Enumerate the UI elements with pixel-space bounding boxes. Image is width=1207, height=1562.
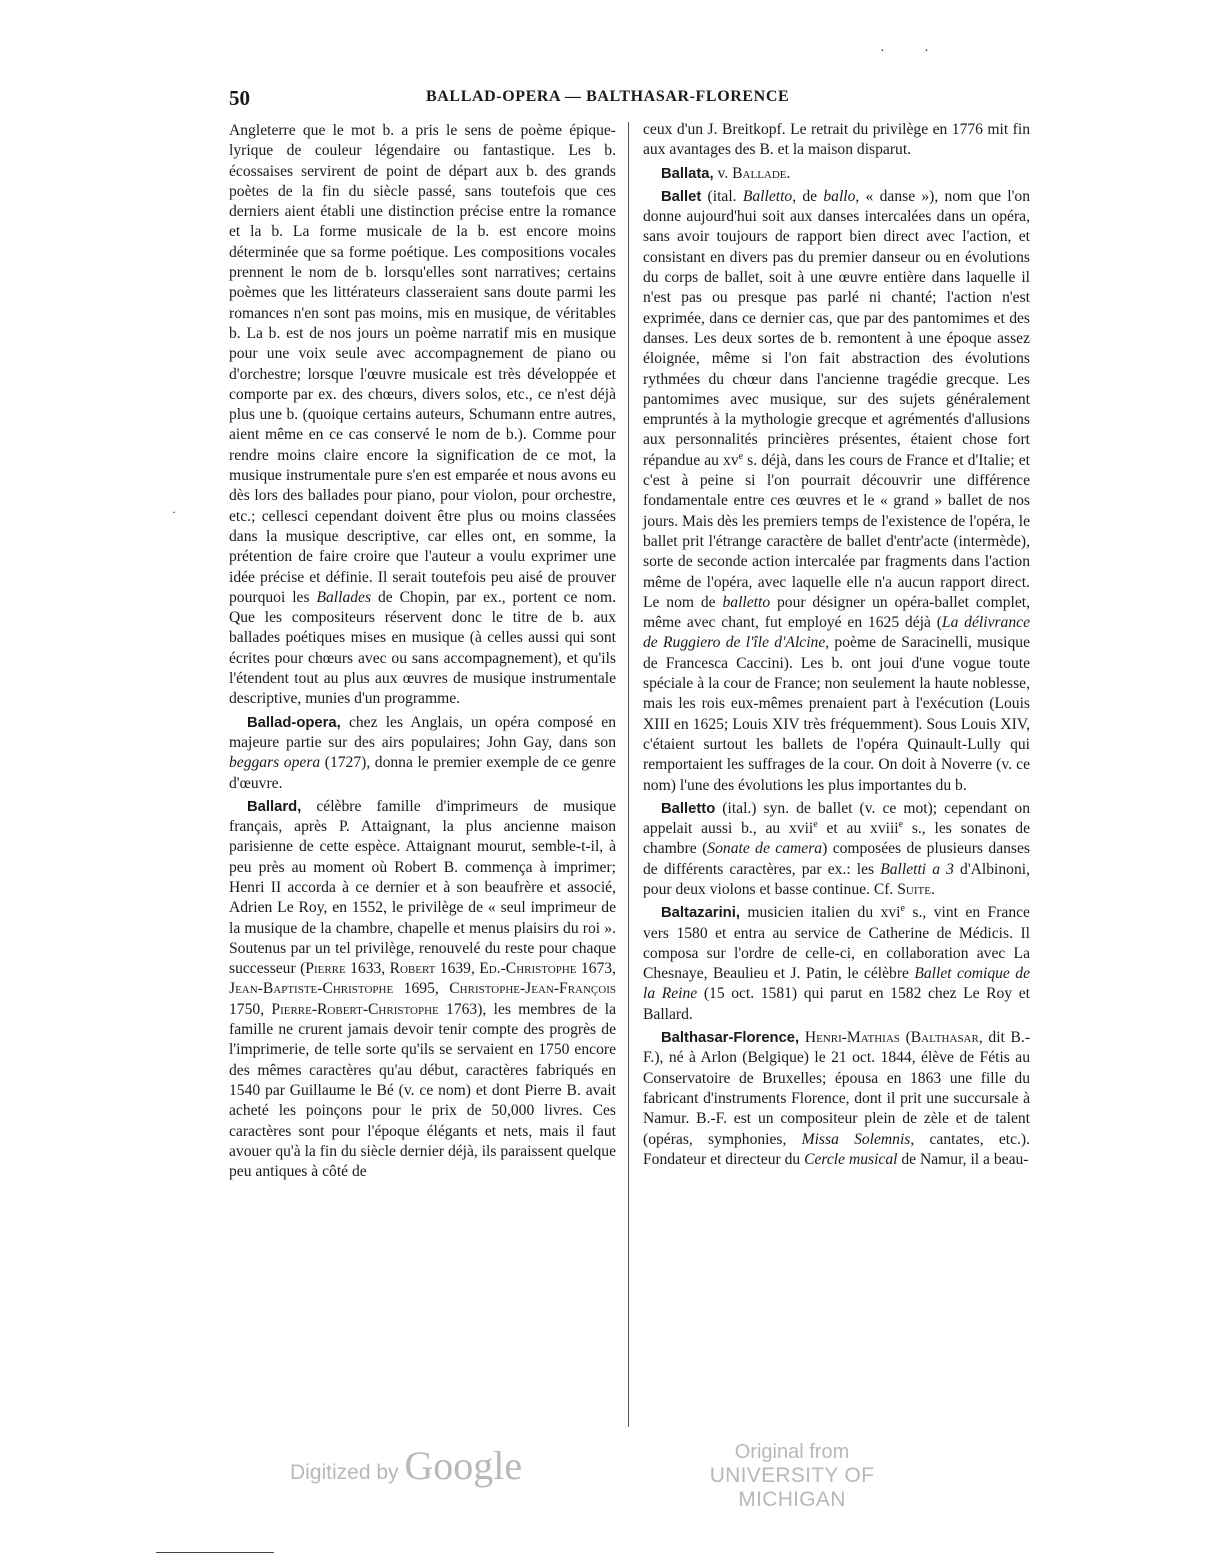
original-from-watermark — [667, 1441, 917, 1512]
text-run: , de — [792, 187, 824, 205]
entry-baltazarini — [643, 903, 1030, 1025]
google-logo-text: Google — [404, 1443, 523, 1488]
left-column — [229, 121, 616, 1185]
digitized-by-watermark — [290, 1442, 522, 1489]
italic-title: Cercle musical — [804, 1150, 898, 1168]
text-run: s., vint en France vers 1580 et entra au service de Catherine de Médicis. Il composa sur l'ordre de celle-ci, en collaboration avec La Chesnaye, Beaulieu et J. Patin, le célèbre — [643, 904, 1030, 983]
italic-title: Sonate de camera — [707, 840, 823, 858]
superscript: e — [900, 903, 905, 915]
entry-balletto — [643, 799, 1030, 900]
text-run: ) composées de plusieurs danses de différents caractères, par ex.: les — [643, 840, 1030, 878]
column-divider — [628, 122, 629, 1427]
text-run: , dit B.-F.), né à Arlon (Belgique) le 21 oct. 1844, élève de Fétis au Conservatoire de Bruxelles; épousa en 1863 une fille du fabricant d'instruments Florence, dont il prit une succursale à Namur. B.-F. est un compositeur plein de zèle et de talent (opéras, symphonies, — [643, 1029, 1031, 1148]
text-run: de Namur, il a beau- — [897, 1150, 1029, 1168]
right-column — [643, 120, 1030, 1173]
headword: Ballata, — [661, 165, 714, 182]
text-run: s. déjà, dans les cours de France et d'Italie; et c'est à peine si l'on pourrait découvrir une différence fondamentale entre ces œuvres et le « grand » ballet de nos jours. Mais dès les premiers temps de l'existence de l'opéra, le ballet prit l'étrange caractère de ballet d'entr'acte (intermède), sorte de seconde action intercalée par fragments dans l'action même de l'opéra, avec laquelle elle n'a aucun rapport direct. Le nom de — [643, 451, 1030, 611]
superscript: e — [813, 818, 818, 830]
headword: Ballard, — [247, 798, 302, 815]
superscript: e — [898, 818, 904, 830]
superscript: e — [738, 450, 744, 462]
digitized-label: Digitized by — [290, 1461, 405, 1484]
italic-title: Balletti a 3 — [880, 860, 954, 878]
text-run: , poème de Saracinelli, musique de Francesca Caccini). Les b. ont joui d'une vogue toute spéciale à la cour de France; non seulement la haute noblesse, mais les rois eux-mêmes prenaient part à l'exécution (Louis XIII en 1625; Louis XIV très fréquemment). Sous Louis XIV, c'étaient surtout les ballets de l'opéra Quinault-Lully qui remportaient les suffrages de la cour. On doit à Noverre (v. ce nom) l'une des évolutions les plus importantes du b. — [643, 634, 1030, 794]
original-from-label: Original from — [734, 1441, 850, 1463]
cross-reference: Ballade. — [732, 164, 791, 182]
text-run: ( — [899, 1029, 911, 1047]
text-run: , « danse »), nom que l'on donne aujourd'hui soit aux danses intercalées dans un opéra, sans avoir toujours de rapport bien direct avec l'action, et consistant en divers pas du premier danseur ou en évolutions du corps de ballet, soit à une œuvre entière dans laquelle il n'est pas ou presque pas parlé ni chanté; l'action n'est exprimée, dans ce dernier cas, que par des pantomimes et des danses. Les deux sortes de b. remontent à une époque assez éloignée, même si l'on fait abstraction des évolutions rythmées du chœur dans l'ancienne tragédie grecque. Les pantomimes avec musique, sur des sujets généralement empruntés à la mythologie grecque et agrémentés d'allusions aux personnalités princières présentes, étaient chose fort répandue au xv — [643, 187, 1031, 469]
corner-marks: · · — [880, 44, 947, 59]
ballard-continuation — [643, 120, 1030, 161]
headword: Ballad-opera, — [247, 714, 341, 731]
text-run: et au xviii — [817, 820, 899, 838]
text-run: v. — [713, 164, 733, 182]
italic-title: Ballet comique de la Reine — [643, 965, 1030, 1003]
cross-reference: Suite. — [897, 880, 935, 898]
italic-term: balletto — [722, 593, 771, 611]
footnote-rule — [156, 1552, 274, 1553]
text-run: (ital. — [701, 187, 743, 205]
page-number: 50 — [229, 86, 250, 110]
entry-ballad-opera — [229, 713, 616, 794]
text-run: s., les sonates de chambre ( — [643, 820, 1030, 858]
headword: Balletto — [661, 800, 716, 817]
text-run: musicien italien du xvi — [739, 904, 901, 922]
text-run: d'Albinoni, pour deux violons et basse continue. Cf. — [643, 860, 1030, 898]
entry-ballet — [643, 187, 1030, 796]
small-caps-names: Henri-Mathias — [799, 1029, 900, 1047]
headword: Balthasar-Florence, — [661, 1030, 800, 1047]
italic-title: Ballades — [316, 588, 372, 606]
margin-mark: · — [172, 505, 176, 519]
small-caps-names: Pierre 1633, Robert 1639, Ed.-Christophe 1673, Jean-Baptiste-Christophe 1695, Christophe-Jean-François 1750, Pierre-Robert-Christophe 1763 — [229, 960, 616, 1018]
text-run: , cantates, etc.). Fondateur et directeur du — [643, 1130, 1030, 1168]
text-run: (1727), donna le premier exemple de ce genre d'œuvre. — [229, 754, 616, 792]
text-run: (15 oct. 1581) qui parut en 1582 chez Le Roy et Ballard. — [643, 985, 1030, 1023]
text-run: de Chopin, par ex., portent ce nom. Que les compositeurs réservent donc le titre de b. aux ballades poétiques mises en musique (à celles aussi qui sont écrites pour chœurs avec ou sans accompagnement), et qu'ils l'étendent tout au plus aux œuvres de musique instrumentale descriptive, munies d'un programme. — [229, 588, 616, 708]
headword: Ballet — [661, 188, 702, 205]
running-head: BALLAD-OPERA — BALTHASAR-FLORENCE — [426, 88, 790, 105]
text-run: ), les membres de la famille ne crurent jamais devoir tenir compte des progrès de l'imprimerie, de telle sorte qu'ils se servaient en 1750 encore des mêmes caractères qu'au début, caractères fabriqués en 1540 par Guillaume le Bé (v. ce nom) et dont Pierre B. avait acheté les poinçons pour le prix de 50,000 livres. Ces caractères sont pour l'époque élégants et nets, mais il faut avouer qu'à la fin du siècle dernier déjà, ils paraissent quelque peu antiques à côté de — [229, 1000, 616, 1181]
text-run: célèbre famille d'imprimeurs de musique français, après P. Attaignant, la plus ancienne maison parisienne de cette espèce. Attaignant mourut, semble-t-il, à peu près au moment où Robert B. commença à imprimer; Henri II accorda à ce dernier et à son beaufrère et associé, Adrien Le Roy, en 1552, le privilège de « seul imprimeur de la musique de la chambre, chapelle et menus plaisirs du roi ». Soutenus par un tel privilège, renouvelé du reste pour chaque successeur ( — [229, 797, 616, 978]
text-run: ceux d'un J. Breitkopf. Le retrait du privilège en 1776 mit fin aux avantages des B. et la maison disparut. — [643, 121, 1030, 159]
text-run: chez les Anglais, un opéra composé en majeure partie sur des airs populaires; John Gay, dans son — [229, 713, 616, 751]
entry-ballard — [229, 797, 616, 1183]
italic-title: beggars opera — [229, 754, 321, 772]
headword: Baltazarini, — [661, 905, 740, 922]
text-run: Angleterre que le mot b. a pris le sens de poème épique-lyrique de couleur légendaire ou fantastique. Les b. écossaises servirent de point de départ aux b. des grands poètes de la fin du siècle passé, sans toutefois que ces derniers aient établi une distinction précise entre la romance et la b. La forme musicale de la b. est encore moins déterminée que sa forme poétique. Les compositions vocales prennent le nom de b. lorsqu'elles sont narratives; certains poèmes que les littérateurs classeraient sans doute parmi les romances n'en sont pas moins, mis en musique, de véritables b. La b. est de nos jours un poème narratif mis en musique pour une voix seule avec accompagnement de piano ou d'orchestre; lorsque l'œuvre musicale est très développée et comporte par ex. des chœurs, divers solos, etc., ce n'est déjà plus une b. (quoique certains auteurs, Schumann entre autres, aient même en ce cas conservé le nom de b.). Comme pour rendre moins claire encore la signification de ce mot, la musique instrumentale pure s'en est emparée et nous avons eu dès lors des ballades pour piano, pour violon, pour orchestre, etc.; cellesci cependant doivent être plus ou moins classées dans la musique descriptive, car elles ont, en somme, la prétention de faire croire que l'auteur a voulu exprimer une idée précise et définie. Il serait toutefois peu aisé de prouver pourquoi les — [229, 122, 616, 606]
small-caps-names: Balthasar — [910, 1029, 979, 1047]
ballade-continuation — [229, 121, 616, 710]
entry-balthasar-florence — [643, 1028, 1030, 1170]
university-label: UNIVERSITY OF MICHIGAN — [709, 1464, 875, 1511]
italic-term: ballo — [823, 187, 856, 205]
italic-term: Balletto — [742, 187, 793, 205]
italic-title: Missa Solemnis — [801, 1130, 911, 1148]
italic-title: La délivrance de Ruggiero de l'île d'Alcine — [643, 614, 1030, 652]
text-run: (ital.) syn. de ballet (v. ce mot); cependant on appelait aussi b., au xvii — [643, 799, 1030, 838]
text-run: pour désigner un opéra-ballet complet, même avec chant, fut employé en 1625 déjà ( — [643, 593, 1030, 632]
entry-ballata — [643, 164, 1030, 184]
